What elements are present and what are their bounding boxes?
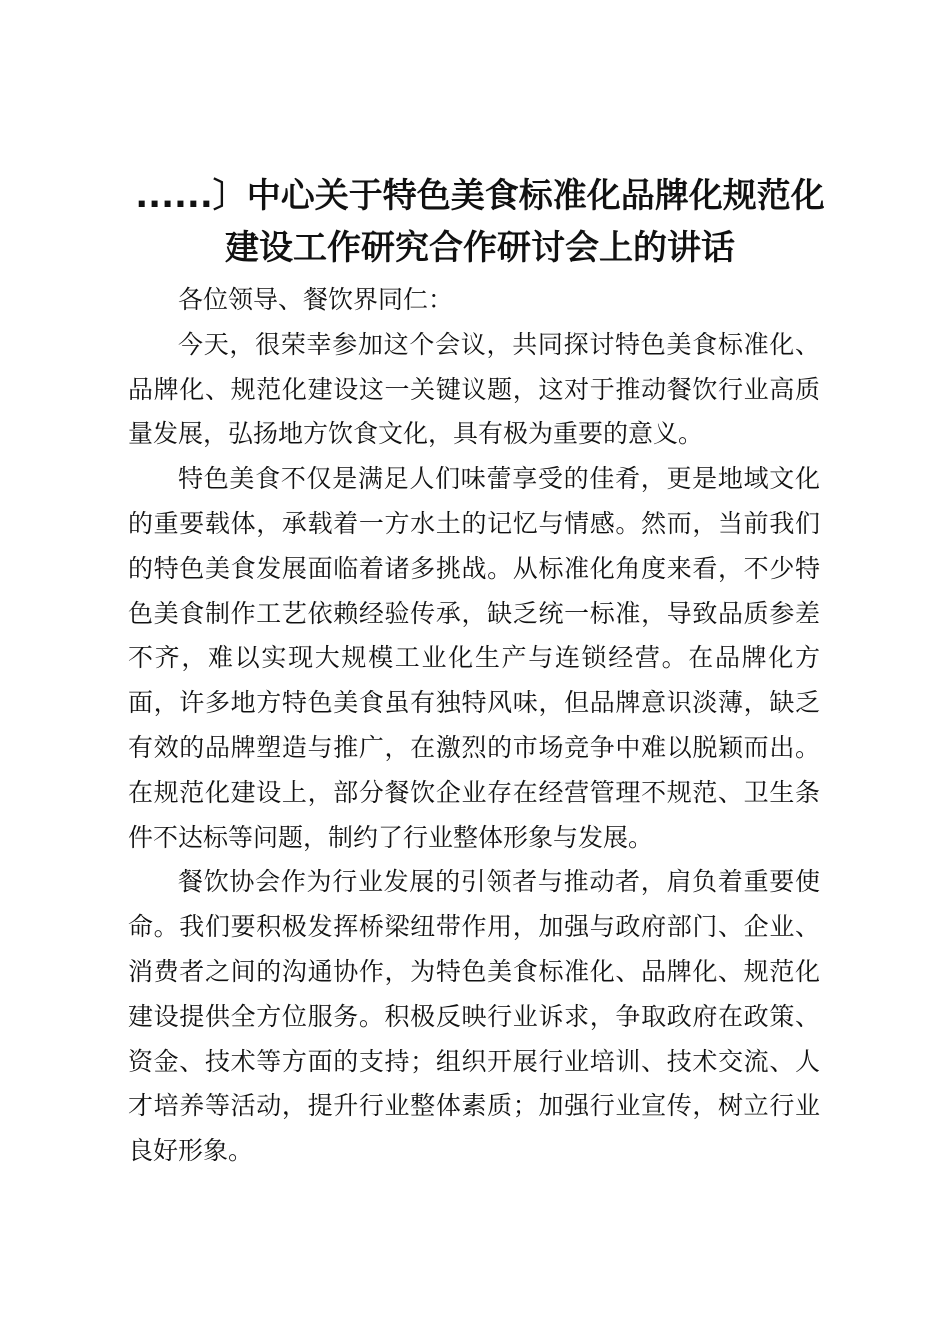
body-paragraph-2: 特色美食不仅是满足人们味蕾享受的佳肴，更是地域文化的重要载体，承载着一方水土的记忆与情感。然而，当前我们的特色美食发展面临着诸多挑战。从标准化角度来看，不少特色美食制作工艺依赖经验传承，缺乏统一标准，导致品质参差不齐，难以实现大规模工业化生产与连锁经营。在品牌化方面，许多地方特色美食虽有独特风味，但品牌意识淡薄，缺乏有效的品牌塑造与推广，在激烈的市场竞争中难以脱颖而出。在规范化建设上，部分餐饮企业存在经营管理不规范、卫生条件不达标等问题，制约了行业整体形象与发展。: [128, 464, 820, 852]
document-title: ......〕中心关于特色美食标准化品牌化规范化建设工作研究合作研讨会上的讲话: [135, 176, 825, 268]
body-paragraph-3: 餐饮协会作为行业发展的引领者与推动者，肩负着重要使命。我们要积极发挥桥梁纽带作用，加强与政府部门、企业、消费者之间的沟通协作，为特色美食标准化、品牌化、规范化建设提供全方位服务。积极反映行业诉求，争取政府在政策、资金、技术等方面的支持；组织开展行业培训、技术交流、人才培养等活动，提升行业整体素质；加强行业宣传，树立行业良好形象。: [128, 867, 820, 1166]
body-paragraph-1: 今天，很荣幸参加这个会议，共同探讨特色美食标准化、品牌化、规范化建设这一关键议题，这对于推动餐饮行业高质量发展，弘扬地方饮食文化，具有极为重要的意义。: [128, 329, 820, 449]
document-body: [128, 278, 820, 1174]
salutation: 各位领导、餐饮界同仁：: [178, 285, 454, 314]
